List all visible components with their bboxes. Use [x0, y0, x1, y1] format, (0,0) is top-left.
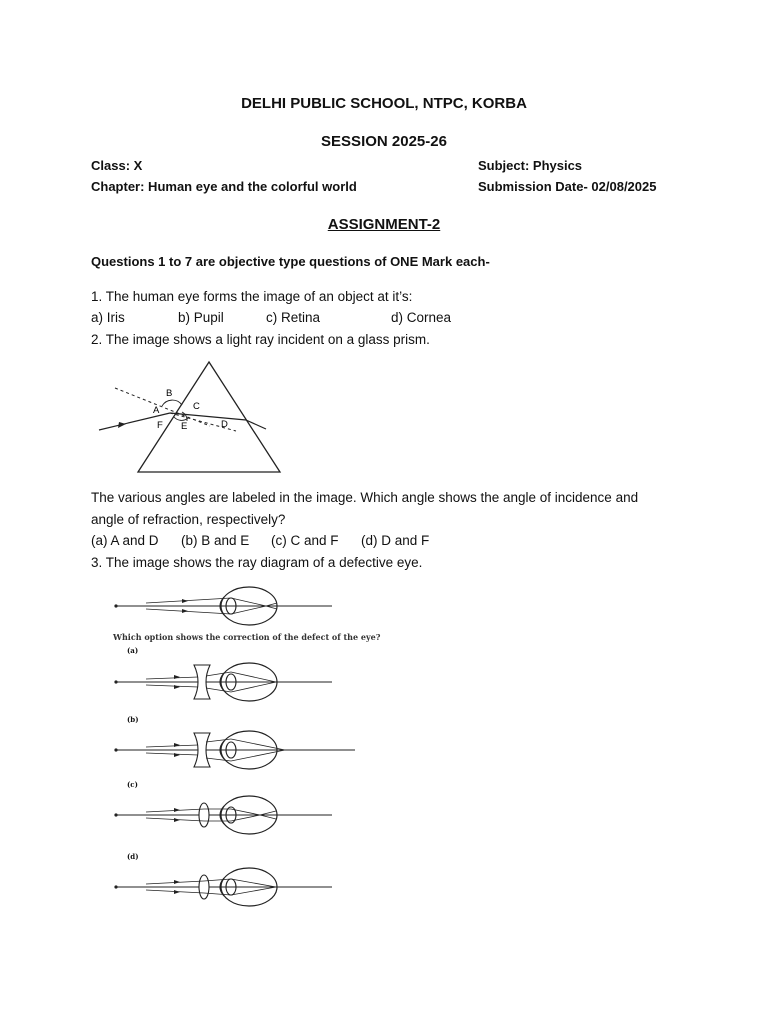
q2-option-c: (c) C and F: [271, 533, 339, 548]
assignment-title: ASSIGNMENT-2: [327, 216, 441, 233]
label-b: B: [166, 388, 173, 399]
q2-option-b: (b) B and E: [181, 533, 250, 548]
chapter-label: Chapter: Human eye and the colorful world: [91, 179, 357, 194]
question-2-body-line1: The various angles are labeled in the image. Which angle shows the angle of incidence and: [91, 490, 639, 505]
option-d-label: (d): [127, 852, 139, 861]
figure-question: Which option shows the correction of the defect of the eye?: [113, 632, 381, 642]
option-c-diagram: [110, 794, 340, 839]
label-c: C: [193, 401, 200, 412]
label-f: F: [157, 420, 163, 431]
instructions: Questions 1 to 7 are objective type questions of ONE Mark each-: [91, 254, 490, 269]
q1-option-d: d) Cornea: [391, 310, 452, 325]
question-1-text: 1. The human eye forms the image of an object at it’s:: [91, 289, 413, 304]
option-a-diagram: [110, 661, 340, 706]
label-e: E: [181, 421, 188, 432]
option-b-label: (b): [127, 715, 139, 724]
option-c-label: (c): [127, 780, 138, 789]
school-name: DELHI PUBLIC SCHOOL, NTPC, KORBA: [241, 95, 527, 112]
question-3-text: 3. The image shows the ray diagram of a defective eye.: [91, 555, 423, 570]
session-title: SESSION 2025-26: [321, 133, 447, 150]
option-b-diagram: [110, 729, 360, 774]
label-d: D: [221, 419, 228, 430]
class-label: Class: X: [91, 158, 143, 173]
q2-option-a: (a) A and D: [91, 533, 159, 548]
option-a-label: (a): [127, 646, 139, 655]
q1-option-a: a) Iris: [91, 310, 125, 325]
prism-diagram: [90, 355, 300, 480]
submission-date: Submission Date- 02/08/2025: [478, 179, 657, 194]
q1-option-b: b) Pupil: [178, 310, 224, 325]
q1-option-c: c) Retina: [266, 310, 321, 325]
question-2-body-line2: angle of refraction, respectively?: [91, 512, 286, 527]
defective-eye-diagram: [110, 585, 340, 630]
q2-option-d: (d) D and F: [361, 533, 430, 548]
label-a: A: [153, 405, 160, 416]
subject-label: Subject: Physics: [478, 158, 583, 173]
option-d-diagram: [110, 866, 340, 911]
question-2-text: 2. The image shows a light ray incident on a glass prism.: [91, 332, 430, 347]
